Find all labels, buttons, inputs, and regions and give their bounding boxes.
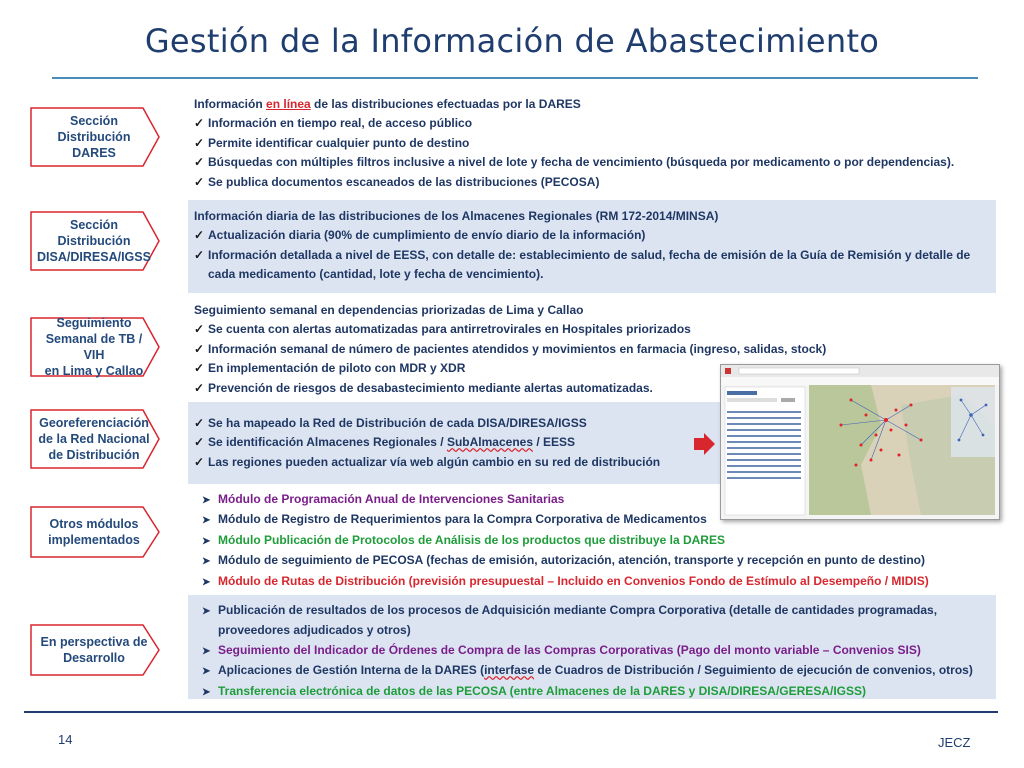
check-icon: ✓ — [194, 135, 205, 150]
footer-divider — [24, 711, 998, 713]
label-line: Desarrollo — [63, 651, 125, 665]
arrow-bullet-icon: ➤ — [202, 645, 211, 657]
check-icon: ✓ — [194, 322, 205, 337]
list-item: ✓ Se identificación Almacenes Regionales / SubAlmacenes / EESS — [188, 433, 996, 452]
check-icon: ✓ — [194, 454, 205, 469]
label-perspectiva — [30, 624, 160, 684]
list-item: ➤ Módulo Publicación de Protocolos de Análisis de los productos que distribuye la DARES — [188, 531, 996, 551]
author-initials: JECZ — [938, 735, 971, 750]
list-item: ➤ Módulo de Programación Anual de Intervenciones Sanitarias — [188, 490, 996, 510]
label-line: en Lima y Callao — [44, 364, 144, 378]
list-item: ✓ Se publica documentos escaneados de las distribuciones (PECOSA) — [188, 173, 996, 192]
arrow-bullet-icon: ➤ — [202, 535, 211, 547]
arrow-bullet-icon: ➤ — [202, 576, 211, 588]
label-line: Sección — [70, 114, 118, 128]
check-icon: ✓ — [194, 341, 205, 356]
page-title: Gestión de la Información de Abastecimiento — [144, 22, 880, 60]
arrow-bullet-icon: ➤ — [202, 556, 211, 568]
check-icon: ✓ — [194, 247, 205, 262]
list-item: ✓ Actualización diaria (90% de cumplimiento de envío diario de la información) — [188, 226, 996, 245]
check-icon: ✓ — [194, 361, 205, 376]
list-item: ✓ Información detallada a nivel de EESS, con detalle de: establecimiento de salud, fecha de emisión de la Guía de Remisión y detalle de — [188, 246, 996, 265]
list-item: ➤ Transferencia electrónica de datos de las PECOSA (entre Almacenes de la DARES y DISA/DIRESA/GERESA/IGSS) — [188, 682, 996, 702]
arrow-bullet-icon: ➤ — [202, 606, 211, 617]
check-icon: ✓ — [194, 228, 205, 243]
label-otros-modulos — [30, 506, 160, 566]
label-line: Distribución — [57, 234, 131, 248]
arrow-bullet-icon: ➤ — [202, 666, 211, 678]
list-item: ✓ Prevención de riesgos de desabastecimiento mediante alertas automatizadas. — [188, 379, 996, 398]
list-item: ➤ Publicación de resultados de los procesos de Adquisición mediante Compra Corporativa (detalle de cantidades programadas, — [188, 601, 996, 621]
list-item: ✓ Información en tiempo real, de acceso público — [188, 114, 996, 133]
label-seguimiento-tb — [30, 317, 160, 377]
section-disa — [188, 200, 996, 293]
title-divider — [52, 77, 978, 79]
label-line: implementados — [48, 533, 140, 547]
label-seccion-disa — [30, 211, 160, 271]
right-arrow-icon — [694, 433, 716, 455]
label-line: Sección — [70, 218, 118, 232]
check-icon: ✓ — [194, 416, 205, 430]
list-item-continuation: proveedores adjudicados y otros) — [218, 623, 411, 638]
list-item: ➤ Aplicaciones de Gestión Interna de la DARES (interfase de Cuadros de Distribución / Seguimiento de ejecución de convenios, otros) — [188, 661, 996, 681]
label-line: En perspectiva de — [40, 635, 148, 649]
list-item: ✓ Búsquedas con múltiples filtros inclusive a nivel de lote y fecha de vencimiento (búsqueda por medicamento o por dependencias). — [188, 153, 996, 172]
label-line: Georeferenciación — [39, 416, 149, 430]
arrow-bullet-icon: ➤ — [202, 686, 211, 698]
list-item: ➤ Seguimiento del Indicador de Órdenes de Compra de las Compras Corporativas (Pago del monto variable – Convenios SIS) — [188, 641, 996, 661]
list-item: ✓ En implementación de piloto con MDR y XDR — [188, 359, 996, 378]
label-georeferenciacion — [30, 409, 160, 469]
label-seccion-dares — [30, 107, 160, 167]
section-otros-modulos — [188, 490, 996, 592]
list-item: ✓ Se ha mapeado la Red de Distribución de cada DISA/DIRESA/IGSS — [188, 414, 996, 433]
label-line: Distribución — [57, 130, 131, 144]
check-icon: ✓ — [194, 174, 205, 189]
label-line: Seguimiento — [56, 316, 132, 330]
list-item: ➤ Módulo de seguimiento de PECOSA (fechas de emisión, autorización, atención, transporte y recepción en punto de destino) — [188, 551, 996, 571]
list-item: ➤ Módulo de Rutas de Distribución (previsión presupuestal – Incluido en Convenios Fondo de Estímulo al Desempeño / MIDIS) — [188, 572, 996, 592]
check-icon: ✓ — [194, 380, 205, 395]
label-line: DISA/DIRESA/IGSS — [37, 250, 151, 264]
arrow-bullet-icon: ➤ — [202, 495, 211, 506]
arrow-bullet-icon: ➤ — [202, 515, 211, 527]
check-icon: ✓ — [194, 435, 205, 450]
section-perspectiva — [188, 595, 996, 699]
label-line: Otros módulos — [49, 517, 139, 531]
section-dares — [188, 95, 996, 192]
list-item: ➤ Módulo de Registro de Requerimientos para la Compra Corporativa de Medicamentos — [188, 510, 996, 530]
label-line: de Distribución — [48, 448, 140, 462]
list-item: ✓ Información semanal de número de pacientes atendidos y movimientos en farmacia (ingreso, salidas, stock) — [188, 340, 996, 359]
label-line: DARES — [72, 146, 116, 160]
list-item: ✓ Permite identificar cualquier punto de destino — [188, 134, 996, 153]
section-header: Seguimiento semanal en dependencias priorizadas de Lima y Callao — [194, 303, 584, 317]
check-icon: ✓ — [194, 155, 205, 170]
page-number: 14 — [58, 732, 73, 747]
section-header: Información en línea de las distribuciones efectuadas por la DARES — [194, 97, 581, 111]
label-line: de la Red Nacional — [38, 432, 150, 446]
label-line: Semanal de TB / VIH — [45, 332, 143, 362]
list-item-continuation: cada medicamento (cantidad, lote y fecha de vencimiento). — [208, 267, 544, 282]
list-item: ✓ Las regiones pueden actualizar vía web algún cambio en su red de distribución — [188, 453, 996, 472]
section-header: Información diaria de las distribuciones de los Almacenes Regionales (RM 172-2014/MINSA) — [194, 209, 719, 223]
highlight-en-linea: en línea — [266, 97, 311, 111]
list-item: ✓ Se cuenta con alertas automatizadas para antirretrovirales en Hospitales priorizados — [188, 320, 996, 339]
check-icon: ✓ — [194, 116, 205, 131]
